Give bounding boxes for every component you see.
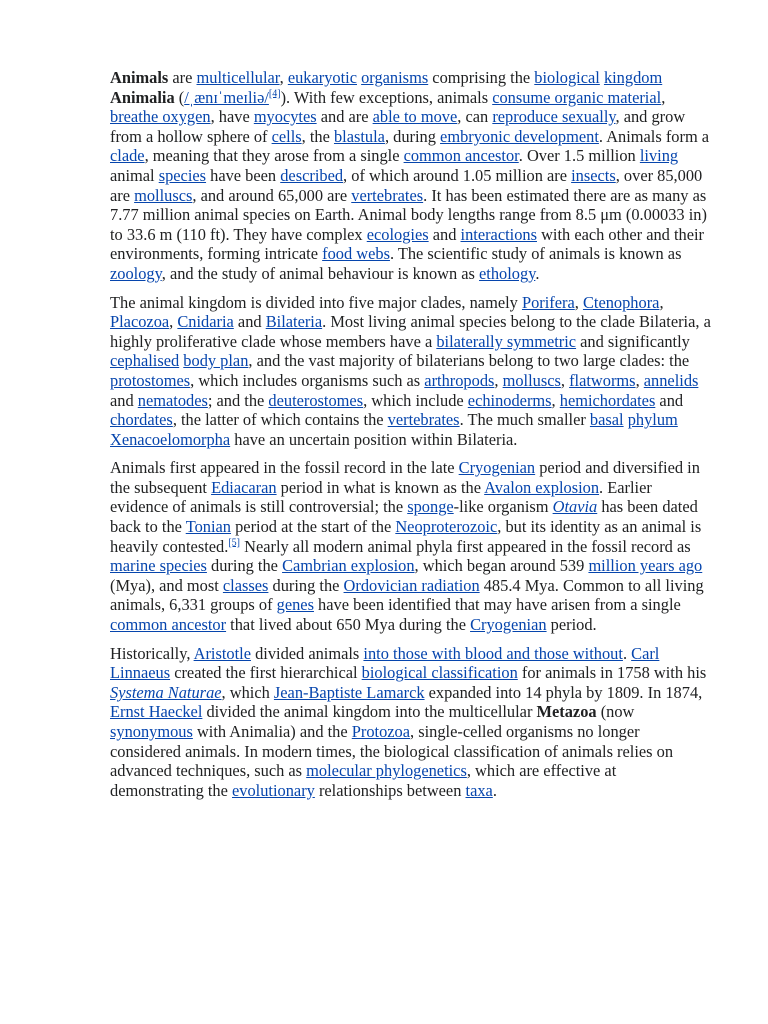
link-neoproterozoic[interactable]: Neoproterozoic — [395, 517, 498, 537]
link-ordovician-radiation[interactable]: Ordovician radiation — [343, 575, 480, 595]
link-phylum[interactable]: phylum — [627, 410, 678, 430]
paragraph-text: comprising the — [428, 68, 535, 87]
paragraph-text: ). With few exceptions, animals — [280, 87, 493, 107]
paragraph-text: . Most living animal species belong to the clade Bilateria, a highly proliferative clade whose members have a — [110, 312, 711, 351]
paragraph-text: , the latter of which contains the — [172, 410, 388, 430]
link-arthropods[interactable]: arthropods — [424, 370, 495, 390]
paragraph-text: created the first hierarchical — [170, 663, 362, 683]
link-protozoa[interactable]: Protozoa — [351, 722, 411, 741]
link-living[interactable]: living — [639, 146, 679, 166]
link-ediacaran[interactable]: Ediacaran — [211, 477, 277, 497]
paragraph-text: , have — [210, 107, 254, 127]
link-myocytes[interactable]: myocytes — [253, 107, 317, 127]
paragraph-text: during the — [268, 575, 344, 595]
paragraph-text: Nearly all modern animal phyla first appeared in the fossil record as — [240, 536, 691, 556]
paragraph-text: , which include — [363, 390, 468, 410]
link-consume-organic-material[interactable]: consume organic material — [492, 87, 662, 107]
paragraph-text: , — [659, 292, 664, 312]
link-nematodes[interactable]: nematodes — [137, 390, 208, 410]
link-insects[interactable]: insects — [571, 165, 616, 185]
link-genes[interactable]: genes — [276, 595, 314, 615]
link-flatworms[interactable]: flatworms — [569, 370, 636, 390]
link-cnidaria[interactable]: Cnidaria — [177, 312, 234, 332]
link-embryonic-development[interactable]: embryonic development — [440, 126, 599, 146]
paragraph-text: 485.4 Mya. Common to all living animals, 6,331 groups of — [110, 575, 704, 615]
link-ecologies[interactable]: ecologies — [366, 224, 429, 244]
paragraph-text: , over 85,000 are — [110, 165, 703, 205]
paragraph-text: , which began around 539 — [414, 556, 589, 576]
paragraph-text: The animal kingdom is divided into five major clades, namely — [110, 292, 522, 312]
paragraph-text: . — [622, 643, 632, 663]
link-into-those-with-blood-and-those-without[interactable]: into those with blood and those without — [363, 643, 623, 663]
paragraph-text: (Mya), and most — [110, 575, 223, 595]
link-ethology[interactable]: ethology — [479, 263, 536, 283]
paragraph-text: . Earlier evidence of animals is still controversial; the — [110, 477, 652, 517]
paragraph-text: , but its identity as an animal is heavily contested. — [110, 517, 702, 556]
link-million-years-ago[interactable]: million years ago — [588, 556, 703, 576]
link-eukaryotic[interactable]: eukaryotic — [287, 68, 357, 87]
link-bilateria[interactable]: Bilateria — [265, 312, 323, 332]
link-otavia[interactable]: Otavia — [552, 497, 598, 517]
bold-term: Animals — [110, 68, 169, 87]
link-organisms[interactable]: organisms — [361, 68, 429, 87]
article-paragraph — [110, 68, 712, 284]
paragraph-text: , — [635, 370, 644, 390]
paragraph-text: , which — [221, 682, 274, 702]
paragraph-text: , meaning that they arose from a single — [144, 146, 404, 166]
paragraph-text: that lived about 650 Mya during the — [226, 615, 471, 635]
paragraph-text: . It has been estimated there are as many as 7.77 million animal species on Earth. Animal body lengths range from 8.5 μm (0.00033 in) to 33.6 m (110 ft). They have complex — [110, 185, 707, 244]
paragraph-text: have been identified that may have arisen from a single — [313, 595, 681, 615]
paragraph-text: ( — [174, 87, 185, 107]
link-blastula[interactable]: blastula — [333, 126, 385, 146]
link-ctenophora[interactable]: Ctenophora — [582, 292, 660, 312]
link-tonian[interactable]: Tonian — [185, 517, 232, 537]
link-chordates[interactable]: chordates — [110, 410, 173, 430]
link-xenacoelomorpha[interactable]: Xenacoelomorpha — [110, 429, 231, 449]
link-marine-species[interactable]: marine species — [110, 556, 207, 576]
paragraph-text: period at the start of the — [231, 517, 396, 537]
paragraph-text: with each other and their environments, forming intricate — [110, 224, 705, 264]
link-cambrian-explosion[interactable]: Cambrian explosion — [282, 556, 415, 576]
paragraph-text: during the — [206, 556, 283, 576]
paragraph-text: and significantly — [576, 331, 690, 351]
paragraph-text: divided animals — [250, 643, 364, 663]
link-biological-classification[interactable]: biological classification — [361, 663, 518, 683]
link-evolutionary[interactable]: evolutionary — [232, 780, 315, 800]
paragraph-text: . — [535, 263, 540, 283]
paragraph-text: , and the vast majority of bilaterians belong to two large clades: the — [248, 351, 690, 371]
citation-superscript — [228, 537, 240, 548]
link-porifera[interactable]: Porifera — [521, 292, 575, 312]
link-common-ancestor[interactable]: common ancestor — [110, 615, 227, 635]
link-avalon-explosion[interactable]: Avalon explosion — [484, 477, 600, 497]
link-taxa[interactable]: taxa — [465, 780, 493, 800]
link-ernst-haeckel[interactable]: Ernst Haeckel — [110, 702, 203, 722]
link-bilaterally-symmetric[interactable]: bilaterally symmetric — [436, 331, 577, 351]
citation-link[interactable]: [5] — [228, 537, 241, 549]
paragraph-text: period in what is known as the — [276, 477, 485, 497]
link-systema-naturae[interactable]: Systema Naturae — [110, 682, 222, 702]
link-zoology[interactable]: zoology — [110, 263, 162, 283]
link-clade[interactable]: clade — [110, 146, 145, 166]
link-kingdom[interactable]: kingdom — [603, 68, 663, 87]
link-biological[interactable]: biological — [534, 68, 600, 87]
paragraph-text: animal — [110, 165, 159, 185]
bold-term: Animalia — [110, 87, 175, 107]
paragraph-text: , — [551, 390, 560, 410]
paragraph-text: . — [492, 780, 497, 800]
paragraph-text: , the — [301, 126, 334, 146]
paragraph-text: are — [168, 68, 197, 87]
paragraph-text: , and the study of animal behaviour is known as — [161, 263, 480, 283]
article-paragraph — [110, 293, 712, 450]
link-molluscs[interactable]: molluscs — [502, 370, 561, 390]
paragraph-text: and — [110, 390, 138, 410]
paragraph-text: , — [169, 312, 178, 332]
link-breathe-oxygen[interactable]: breathe oxygen — [110, 107, 211, 127]
paragraph-text: -like organism — [453, 497, 553, 517]
link-annelids[interactable]: annelids — [643, 370, 699, 390]
paragraph-text: period and diversified in the subsequent — [110, 458, 700, 497]
link-synonymous[interactable]: synonymous — [110, 722, 193, 741]
paragraph-text: ; and the — [207, 390, 269, 410]
link-protostomes[interactable]: protostomes — [110, 370, 191, 390]
link-multicellular[interactable]: multicellular — [196, 68, 280, 87]
paragraph-text: , and around 65,000 are — [192, 185, 352, 205]
paragraph-text: expanded into 14 phyla by 1809. In 1874, — [424, 682, 703, 702]
paragraph-text: and — [655, 390, 684, 410]
link-classes[interactable]: classes — [222, 575, 269, 595]
link-cephalised[interactable]: cephalised — [110, 351, 180, 371]
paragraph-text: , during — [384, 126, 441, 146]
link-vertebrates[interactable]: vertebrates — [387, 410, 460, 430]
link-basal[interactable]: basal — [589, 410, 624, 430]
paragraph-text: , of which around 1.05 million are — [343, 165, 572, 185]
link-vertebrates[interactable]: vertebrates — [351, 185, 424, 205]
link-body-plan[interactable]: body plan — [183, 351, 249, 371]
link-deuterostomes[interactable]: deuterostomes — [268, 390, 364, 410]
link-cells[interactable]: cells — [271, 126, 302, 146]
paragraph-text: for animals in 1758 with his — [517, 663, 707, 683]
paragraph-text: and — [233, 312, 266, 332]
paragraph-text: . Animals form a — [598, 126, 710, 146]
link-sponge[interactable]: sponge — [407, 497, 454, 517]
paragraph-text: . The much smaller — [459, 410, 590, 430]
article-paragraph — [110, 644, 712, 801]
link-cryogenian[interactable]: Cryogenian — [470, 615, 547, 635]
paragraph-text: , — [494, 370, 503, 390]
paragraph-text: , which includes organisms such as — [190, 370, 425, 390]
paragraph-text: with Animalia) and the — [192, 722, 352, 741]
link-cryogenian[interactable]: Cryogenian — [458, 458, 536, 478]
link-placozoa[interactable]: Placozoa — [110, 312, 170, 332]
paragraph-text: , single-celled organisms no longer considered animals. In modern times, the biological classification of animals relies on advanced techniques, such as — [110, 722, 674, 781]
link-described[interactable]: described — [280, 165, 344, 185]
paragraph-text: . Over 1.5 million — [518, 146, 640, 166]
paragraph-text: Animals first appeared in the fossil record in the late — [110, 458, 459, 478]
article-body — [110, 68, 712, 809]
paragraph-text: , — [560, 370, 570, 390]
citation-superscript — [269, 88, 281, 99]
link-molluscs[interactable]: molluscs — [134, 185, 193, 205]
bold-term: Metazoa — [536, 702, 597, 722]
paragraph-text: have an uncertain position within Bilateria. — [230, 429, 518, 449]
link-molecular-phylogenetics[interactable]: molecular phylogenetics — [306, 761, 467, 781]
paragraph-text: has been dated back to the — [110, 497, 698, 537]
paragraph-text: and are — [316, 107, 373, 127]
link-n-me-li[interactable]: /ˌænɪˈmeɪliə/ — [184, 87, 269, 107]
article-paragraph — [110, 458, 712, 634]
paragraph-text: have been — [206, 165, 281, 185]
citation-link[interactable]: [4] — [268, 88, 281, 100]
paragraph-text: , — [661, 87, 666, 107]
link-echinoderms[interactable]: echinoderms — [467, 390, 552, 410]
link-able-to-move[interactable]: able to move — [372, 107, 458, 127]
paragraph-text: relationships between — [314, 780, 466, 800]
paragraph-text: Historically, — [110, 643, 194, 663]
paragraph-text: (now — [596, 702, 635, 722]
link-food-webs[interactable]: food webs — [322, 244, 390, 264]
link-common-ancestor[interactable]: common ancestor — [403, 146, 519, 166]
paragraph-text: , and grow from a hollow sphere of — [110, 107, 686, 146]
paragraph-text: divided the animal kingdom into the multicellular — [202, 702, 537, 722]
link-reproduce-sexually[interactable]: reproduce sexually — [492, 107, 616, 127]
link-jean-baptiste-lamarck[interactable]: Jean-Baptiste Lamarck — [273, 682, 425, 702]
paragraph-text: . The scientific study of animals is known as — [389, 244, 682, 264]
link-interactions[interactable]: interactions — [460, 224, 537, 244]
link-hemichordates[interactable]: hemichordates — [559, 390, 656, 410]
paragraph-text: period. — [546, 615, 597, 635]
paragraph-text: and — [428, 224, 461, 244]
paragraph-text: , can — [457, 107, 493, 127]
paragraph-text: , which are effective at demonstrating the — [110, 761, 617, 800]
link-aristotle[interactable]: Aristotle — [193, 643, 251, 663]
paragraph-text: , — [574, 292, 583, 312]
link-species[interactable]: species — [158, 165, 207, 185]
link-carl-linnaeus[interactable]: Carl Linnaeus — [110, 643, 660, 683]
paragraph-text: , — [279, 68, 288, 87]
